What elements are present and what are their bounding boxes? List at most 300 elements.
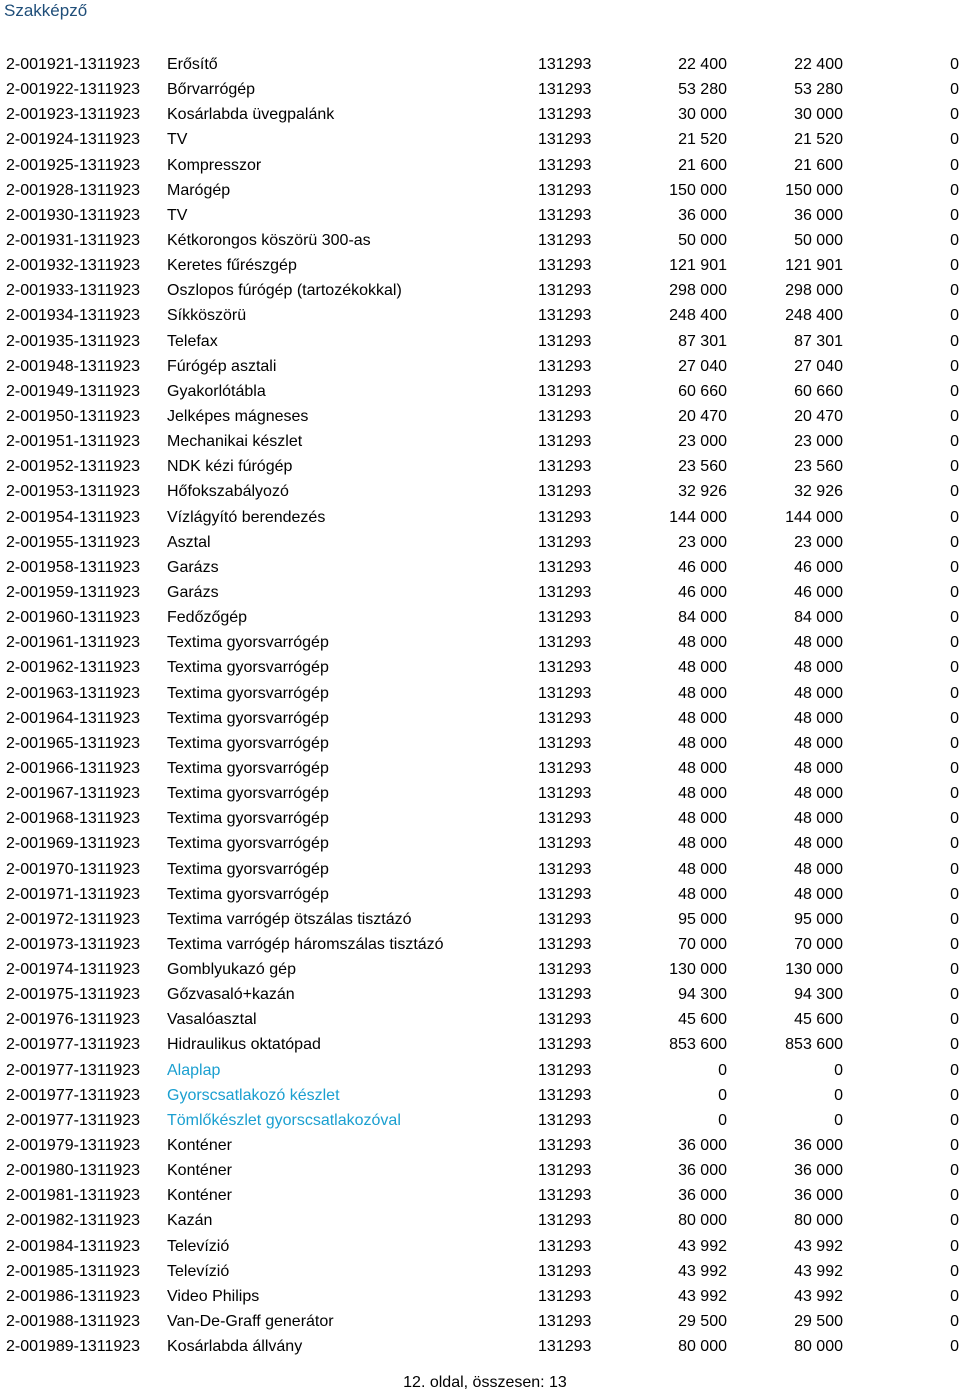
gross-value-cell: 80 000	[678, 1338, 727, 1356]
net-value-cell: 0	[950, 307, 959, 325]
account-code-cell: 131293	[538, 382, 592, 400]
item-name-cell: Marógép	[167, 181, 231, 199]
inventory-id-cell: 2-001960-1311923	[6, 609, 141, 627]
inventory-id-cell: 2-001958-1311923	[6, 558, 141, 576]
depreciation-cell: 0	[834, 1086, 843, 1104]
net-value-cell: 0	[950, 131, 959, 149]
net-value-cell: 0	[950, 634, 959, 652]
depreciation-cell: 36 000	[794, 1162, 843, 1180]
depreciation-cell: 48 000	[794, 835, 843, 853]
account-code-cell: 131293	[538, 81, 592, 99]
account-code-cell: 131293	[538, 609, 592, 627]
item-name-cell: Konténer	[167, 1162, 232, 1180]
gross-value-cell: 48 000	[678, 709, 727, 727]
account-code-cell: 131293	[538, 910, 592, 928]
depreciation-cell: 48 000	[794, 634, 843, 652]
inventory-id-cell: 2-001964-1311923	[6, 709, 141, 727]
item-name-cell: Kosárlabda állvány	[167, 1338, 303, 1356]
net-value-cell: 0	[950, 257, 959, 275]
account-code-cell: 131293	[538, 181, 592, 199]
depreciation-cell: 87 301	[794, 332, 843, 350]
inventory-id-cell: 2-001924-1311923	[6, 131, 141, 149]
table-row	[0, 857, 960, 882]
table-row	[0, 1058, 960, 1083]
gross-value-cell: 95 000	[678, 910, 727, 928]
page-footer: 12. oldal, összesen: 13	[403, 1374, 567, 1391]
gross-value-cell: 36 000	[678, 1162, 727, 1180]
net-value-cell: 0	[950, 181, 959, 199]
gross-value-cell: 48 000	[678, 835, 727, 853]
depreciation-cell: 70 000	[794, 935, 843, 953]
depreciation-cell: 48 000	[794, 785, 843, 803]
inventory-id-cell: 2-001977-1311923	[6, 1086, 141, 1104]
table-row	[0, 479, 960, 504]
net-value-cell: 0	[950, 332, 959, 350]
item-name-cell: TV	[167, 206, 188, 224]
inventory-id-cell: 2-001921-1311923	[6, 56, 141, 73]
net-value-cell: 0	[950, 231, 959, 249]
inventory-id-cell: 2-001967-1311923	[6, 785, 141, 803]
item-name-cell: Bőrvarrógép	[167, 81, 256, 99]
table-row	[0, 1334, 960, 1359]
depreciation-cell: 43 992	[794, 1262, 843, 1280]
net-value-cell: 0	[950, 282, 959, 300]
item-name-cell: Asztal	[167, 533, 211, 551]
inventory-id-cell: 2-001971-1311923	[6, 885, 141, 903]
item-name-cell: Textima gyorsvarrógép	[167, 684, 329, 702]
item-name-cell: Video Philips	[167, 1287, 260, 1305]
depreciation-cell: 130 000	[785, 961, 843, 979]
item-name-cell: Alaplap	[167, 1061, 221, 1079]
table-row	[0, 1158, 960, 1183]
gross-value-cell: 60 660	[678, 382, 727, 400]
item-name-cell: Gomblyukazó gép	[167, 961, 296, 979]
gross-value-cell: 36 000	[678, 206, 727, 224]
table-row	[0, 52, 960, 77]
account-code-cell: 131293	[538, 1237, 592, 1255]
gross-value-cell: 43 992	[678, 1262, 727, 1280]
inventory-id-cell: 2-001973-1311923	[6, 935, 141, 953]
account-code-cell: 131293	[538, 533, 592, 551]
depreciation-cell: 36 000	[794, 1137, 843, 1155]
net-value-cell: 0	[950, 810, 959, 828]
net-value-cell: 0	[950, 1237, 959, 1255]
inventory-id-cell: 2-001930-1311923	[6, 206, 141, 224]
depreciation-cell: 30 000	[794, 106, 843, 124]
inventory-id-cell: 2-001955-1311923	[6, 533, 141, 551]
account-code-cell: 131293	[538, 483, 592, 501]
gross-value-cell: 53 280	[678, 81, 727, 99]
account-code-cell: 131293	[538, 231, 592, 249]
item-name-cell: Jelképes mágneses	[167, 407, 309, 425]
table-row	[0, 580, 960, 605]
net-value-cell: 0	[950, 81, 959, 99]
account-code-cell: 131293	[538, 1212, 592, 1230]
inventory-id-cell: 2-001975-1311923	[6, 986, 141, 1004]
net-value-cell: 0	[950, 1187, 959, 1205]
net-value-cell: 0	[950, 860, 959, 878]
inventory-id-cell: 2-001979-1311923	[6, 1137, 141, 1155]
depreciation-cell: 95 000	[794, 910, 843, 928]
inventory-id-cell: 2-001977-1311923	[6, 1061, 141, 1079]
net-value-cell: 0	[950, 1262, 959, 1280]
depreciation-cell: 20 470	[794, 407, 843, 425]
table-row	[0, 278, 960, 303]
depreciation-cell: 36 000	[794, 1187, 843, 1205]
account-code-cell: 131293	[538, 407, 592, 425]
item-name-cell: Gőzvasaló+kazán	[167, 986, 295, 1004]
account-code-cell: 131293	[538, 634, 592, 652]
table-row	[0, 178, 960, 203]
item-name-cell: Erősítő	[167, 56, 218, 73]
table-row	[0, 1083, 960, 1108]
account-code-cell: 131293	[538, 257, 592, 275]
depreciation-cell: 121 901	[785, 257, 843, 275]
net-value-cell: 0	[950, 433, 959, 451]
depreciation-cell: 46 000	[794, 558, 843, 576]
item-name-cell: Fúrógép asztali	[167, 357, 277, 375]
table-row	[0, 932, 960, 957]
table-row	[0, 329, 960, 354]
account-code-cell: 131293	[538, 1036, 592, 1054]
table-row	[0, 731, 960, 756]
net-value-cell: 0	[950, 935, 959, 953]
inventory-id-cell: 2-001922-1311923	[6, 81, 141, 99]
depreciation-cell: 45 600	[794, 1011, 843, 1029]
table-row	[0, 1032, 960, 1057]
depreciation-cell: 48 000	[794, 885, 843, 903]
item-name-cell: Textima varrógép háromszálas tisztázó	[167, 935, 444, 953]
gross-value-cell: 32 926	[678, 483, 727, 501]
table-row	[0, 203, 960, 228]
gross-value-cell: 46 000	[678, 583, 727, 601]
inventory-id-cell: 2-001928-1311923	[6, 181, 141, 199]
account-code-cell: 131293	[538, 458, 592, 476]
table-row	[0, 1108, 960, 1133]
account-code-cell: 131293	[538, 1187, 592, 1205]
inventory-id-cell: 2-001954-1311923	[6, 508, 141, 526]
account-code-cell: 131293	[538, 583, 592, 601]
account-code-cell: 131293	[538, 1262, 592, 1280]
depreciation-cell: 43 992	[794, 1237, 843, 1255]
table-row	[0, 1309, 960, 1334]
net-value-cell: 0	[950, 382, 959, 400]
gross-value-cell: 23 000	[678, 433, 727, 451]
account-code-cell: 131293	[538, 1162, 592, 1180]
item-name-cell: Textima gyorsvarrógép	[167, 885, 329, 903]
item-name-cell: Mechanikai készlet	[167, 433, 303, 451]
table-row	[0, 379, 960, 404]
net-value-cell: 0	[950, 558, 959, 576]
depreciation-cell: 46 000	[794, 583, 843, 601]
item-name-cell: NDK kézi fúrógép	[167, 458, 293, 476]
table-row	[0, 303, 960, 328]
account-code-cell: 131293	[538, 508, 592, 526]
table-row	[0, 781, 960, 806]
inventory-id-cell: 2-001935-1311923	[6, 332, 141, 350]
inventory-id-cell: 2-001949-1311923	[6, 382, 141, 400]
item-name-cell: Keretes fűrészgép	[167, 257, 297, 275]
item-name-cell: Textima gyorsvarrógép	[167, 659, 329, 677]
depreciation-cell: 60 660	[794, 382, 843, 400]
net-value-cell: 0	[950, 785, 959, 803]
inventory-id-cell: 2-001932-1311923	[6, 257, 141, 275]
gross-value-cell: 853 600	[669, 1036, 727, 1054]
table-row	[0, 1284, 960, 1309]
gross-value-cell: 248 400	[669, 307, 727, 325]
account-code-cell: 131293	[538, 810, 592, 828]
item-name-cell: Konténer	[167, 1137, 232, 1155]
inventory-id-cell: 2-001977-1311923	[6, 1036, 141, 1054]
net-value-cell: 0	[950, 961, 959, 979]
gross-value-cell: 48 000	[678, 860, 727, 878]
net-value-cell: 0	[950, 458, 959, 476]
depreciation-cell: 48 000	[794, 734, 843, 752]
item-name-cell: Vízlágyító berendezés	[167, 508, 326, 526]
item-name-cell: Textima gyorsvarrógép	[167, 860, 329, 878]
gross-value-cell: 21 520	[678, 131, 727, 149]
table-row	[0, 1234, 960, 1259]
gross-value-cell: 45 600	[678, 1011, 727, 1029]
account-code-cell: 131293	[538, 885, 592, 903]
account-code-cell: 131293	[538, 734, 592, 752]
account-code-cell: 131293	[538, 1313, 592, 1331]
item-name-cell: Konténer	[167, 1187, 232, 1205]
table-row	[0, 1208, 960, 1233]
depreciation-cell: 27 040	[794, 357, 843, 375]
depreciation-cell: 144 000	[785, 508, 843, 526]
table-row	[0, 77, 960, 102]
inventory-id-cell: 2-001959-1311923	[6, 583, 141, 601]
table-row	[0, 806, 960, 831]
account-code-cell: 131293	[538, 684, 592, 702]
account-code-cell: 131293	[538, 659, 592, 677]
net-value-cell: 0	[950, 56, 959, 73]
gross-value-cell: 94 300	[678, 986, 727, 1004]
gross-value-cell: 298 000	[669, 282, 727, 300]
table-row	[0, 681, 960, 706]
item-name-cell: Textima gyorsvarrógép	[167, 810, 329, 828]
item-name-cell: Hőfokszabályozó	[167, 483, 289, 501]
depreciation-cell: 853 600	[785, 1036, 843, 1054]
account-code-cell: 131293	[538, 1287, 592, 1305]
inventory-id-cell: 2-001925-1311923	[6, 156, 141, 174]
gross-value-cell: 30 000	[678, 106, 727, 124]
account-code-cell: 131293	[538, 332, 592, 350]
inventory-id-cell: 2-001950-1311923	[6, 407, 141, 425]
table-row	[0, 957, 960, 982]
depreciation-cell: 48 000	[794, 709, 843, 727]
account-code-cell: 131293	[538, 558, 592, 576]
gross-value-cell: 43 992	[678, 1287, 727, 1305]
gross-value-cell: 48 000	[678, 734, 727, 752]
gross-value-cell: 87 301	[678, 332, 727, 350]
depreciation-cell: 22 400	[794, 56, 843, 73]
item-name-cell: Garázs	[167, 558, 219, 576]
item-name-cell: Televízió	[167, 1262, 230, 1280]
depreciation-cell: 48 000	[794, 810, 843, 828]
account-code-cell: 131293	[538, 986, 592, 1004]
table-row	[0, 404, 960, 429]
net-value-cell: 0	[950, 885, 959, 903]
gross-value-cell: 130 000	[669, 961, 727, 979]
gross-value-cell: 29 500	[678, 1313, 727, 1331]
gross-value-cell: 80 000	[678, 1212, 727, 1230]
net-value-cell: 0	[950, 910, 959, 928]
table-row	[0, 354, 960, 379]
item-name-cell: Kétkorongos köszörü 300-as	[167, 231, 371, 249]
depreciation-cell: 23 000	[794, 433, 843, 451]
item-name-cell: Kompresszor	[167, 156, 262, 174]
gross-value-cell: 48 000	[678, 810, 727, 828]
table-row	[0, 982, 960, 1007]
table-row	[0, 102, 960, 127]
account-code-cell: 131293	[538, 357, 592, 375]
table-row	[0, 429, 960, 454]
net-value-cell: 0	[950, 206, 959, 224]
gross-value-cell: 36 000	[678, 1137, 727, 1155]
item-name-cell: Textima gyorsvarrógép	[167, 709, 329, 727]
inventory-id-cell: 2-001988-1311923	[6, 1313, 141, 1331]
depreciation-cell: 21 520	[794, 131, 843, 149]
table-row	[0, 253, 960, 278]
table-row	[0, 153, 960, 178]
table-row	[0, 756, 960, 781]
account-code-cell: 131293	[538, 1137, 592, 1155]
inventory-id-cell: 2-001976-1311923	[6, 1011, 141, 1029]
gross-value-cell: 0	[718, 1111, 727, 1129]
net-value-cell: 0	[950, 407, 959, 425]
page-header-title: Szakképző	[4, 1, 88, 20]
table-row	[0, 1133, 960, 1158]
depreciation-cell: 29 500	[794, 1313, 843, 1331]
net-value-cell: 0	[950, 1137, 959, 1155]
depreciation-cell: 0	[834, 1111, 843, 1129]
gross-value-cell: 70 000	[678, 935, 727, 953]
item-name-cell: Síkköszörü	[167, 307, 247, 325]
gross-value-cell: 27 040	[678, 357, 727, 375]
inventory-id-cell: 2-001980-1311923	[6, 1162, 141, 1180]
net-value-cell: 0	[950, 1011, 959, 1029]
table-row	[0, 530, 960, 555]
inventory-id-cell: 2-001962-1311923	[6, 659, 141, 677]
gross-value-cell: 150 000	[669, 181, 727, 199]
inventory-id-cell: 2-001923-1311923	[6, 106, 141, 124]
net-value-cell: 0	[950, 156, 959, 174]
account-code-cell: 131293	[538, 206, 592, 224]
gross-value-cell: 21 600	[678, 156, 727, 174]
account-code-cell: 131293	[538, 860, 592, 878]
gross-value-cell: 23 560	[678, 458, 727, 476]
net-value-cell: 0	[950, 508, 959, 526]
account-code-cell: 131293	[538, 1111, 592, 1129]
depreciation-cell: 21 600	[794, 156, 843, 174]
inventory-id-cell: 2-001968-1311923	[6, 810, 141, 828]
depreciation-cell: 36 000	[794, 206, 843, 224]
item-name-cell: Textima gyorsvarrógép	[167, 835, 329, 853]
item-name-cell: Textima gyorsvarrógép	[167, 734, 329, 752]
account-code-cell: 131293	[538, 835, 592, 853]
item-name-cell: Vasalóasztal	[167, 1011, 257, 1029]
item-name-cell: Kazán	[167, 1212, 213, 1230]
inventory-table	[0, 52, 960, 1359]
account-code-cell: 131293	[538, 433, 592, 451]
net-value-cell: 0	[950, 533, 959, 551]
inventory-id-cell: 2-001931-1311923	[6, 231, 141, 249]
item-name-cell: Kosárlabda üvegpalánk	[167, 106, 335, 124]
table-row	[0, 630, 960, 655]
net-value-cell: 0	[950, 1061, 959, 1079]
inventory-id-cell: 2-001986-1311923	[6, 1287, 141, 1305]
gross-value-cell: 84 000	[678, 609, 727, 627]
net-value-cell: 0	[950, 1086, 959, 1104]
table-row	[0, 605, 960, 630]
depreciation-cell: 0	[834, 1061, 843, 1079]
item-name-cell: Televízió	[167, 1237, 230, 1255]
item-name-cell: Gyorscsatlakozó készlet	[167, 1086, 340, 1104]
net-value-cell: 0	[950, 709, 959, 727]
net-value-cell: 0	[950, 734, 959, 752]
item-name-cell: Oszlopos fúrógép (tartozékokkal)	[167, 282, 402, 300]
inventory-id-cell: 2-001985-1311923	[6, 1262, 141, 1280]
net-value-cell: 0	[950, 1111, 959, 1129]
inventory-id-cell: 2-001972-1311923	[6, 910, 141, 928]
inventory-id-cell: 2-001965-1311923	[6, 734, 141, 752]
inventory-id-cell: 2-001974-1311923	[6, 961, 141, 979]
depreciation-cell: 298 000	[785, 282, 843, 300]
inventory-id-cell: 2-001989-1311923	[6, 1338, 141, 1356]
gross-value-cell: 48 000	[678, 885, 727, 903]
inventory-id-cell: 2-001982-1311923	[6, 1212, 141, 1230]
depreciation-cell: 84 000	[794, 609, 843, 627]
gross-value-cell: 0	[718, 1086, 727, 1104]
depreciation-cell: 48 000	[794, 659, 843, 677]
table-row	[0, 1183, 960, 1208]
inventory-id-cell: 2-001948-1311923	[6, 357, 141, 375]
inventory-id-cell: 2-001951-1311923	[6, 433, 141, 451]
gross-value-cell: 48 000	[678, 684, 727, 702]
account-code-cell: 131293	[538, 709, 592, 727]
depreciation-cell: 50 000	[794, 231, 843, 249]
inventory-id-cell: 2-001969-1311923	[6, 835, 141, 853]
item-name-cell: Textima gyorsvarrógép	[167, 759, 329, 777]
account-code-cell: 131293	[538, 1086, 592, 1104]
gross-value-cell: 20 470	[678, 407, 727, 425]
gross-value-cell: 48 000	[678, 634, 727, 652]
depreciation-cell: 80 000	[794, 1338, 843, 1356]
item-name-cell: Telefax	[167, 332, 218, 350]
inventory-id-cell: 2-001961-1311923	[6, 634, 141, 652]
table-row	[0, 706, 960, 731]
account-code-cell: 131293	[538, 56, 592, 73]
inventory-id-cell: 2-001952-1311923	[6, 458, 141, 476]
table-row	[0, 555, 960, 580]
inventory-id-cell: 2-001953-1311923	[6, 483, 141, 501]
gross-value-cell: 48 000	[678, 785, 727, 803]
account-code-cell: 131293	[538, 961, 592, 979]
gross-value-cell: 23 000	[678, 533, 727, 551]
account-code-cell: 131293	[538, 156, 592, 174]
item-name-cell: Hidraulikus oktatópad	[167, 1036, 321, 1054]
depreciation-cell: 48 000	[794, 684, 843, 702]
depreciation-cell: 80 000	[794, 1212, 843, 1230]
account-code-cell: 131293	[538, 759, 592, 777]
net-value-cell: 0	[950, 1313, 959, 1331]
gross-value-cell: 48 000	[678, 759, 727, 777]
inventory-id-cell: 2-001963-1311923	[6, 684, 141, 702]
inventory-id-cell: 2-001981-1311923	[6, 1187, 141, 1205]
gross-value-cell: 46 000	[678, 558, 727, 576]
